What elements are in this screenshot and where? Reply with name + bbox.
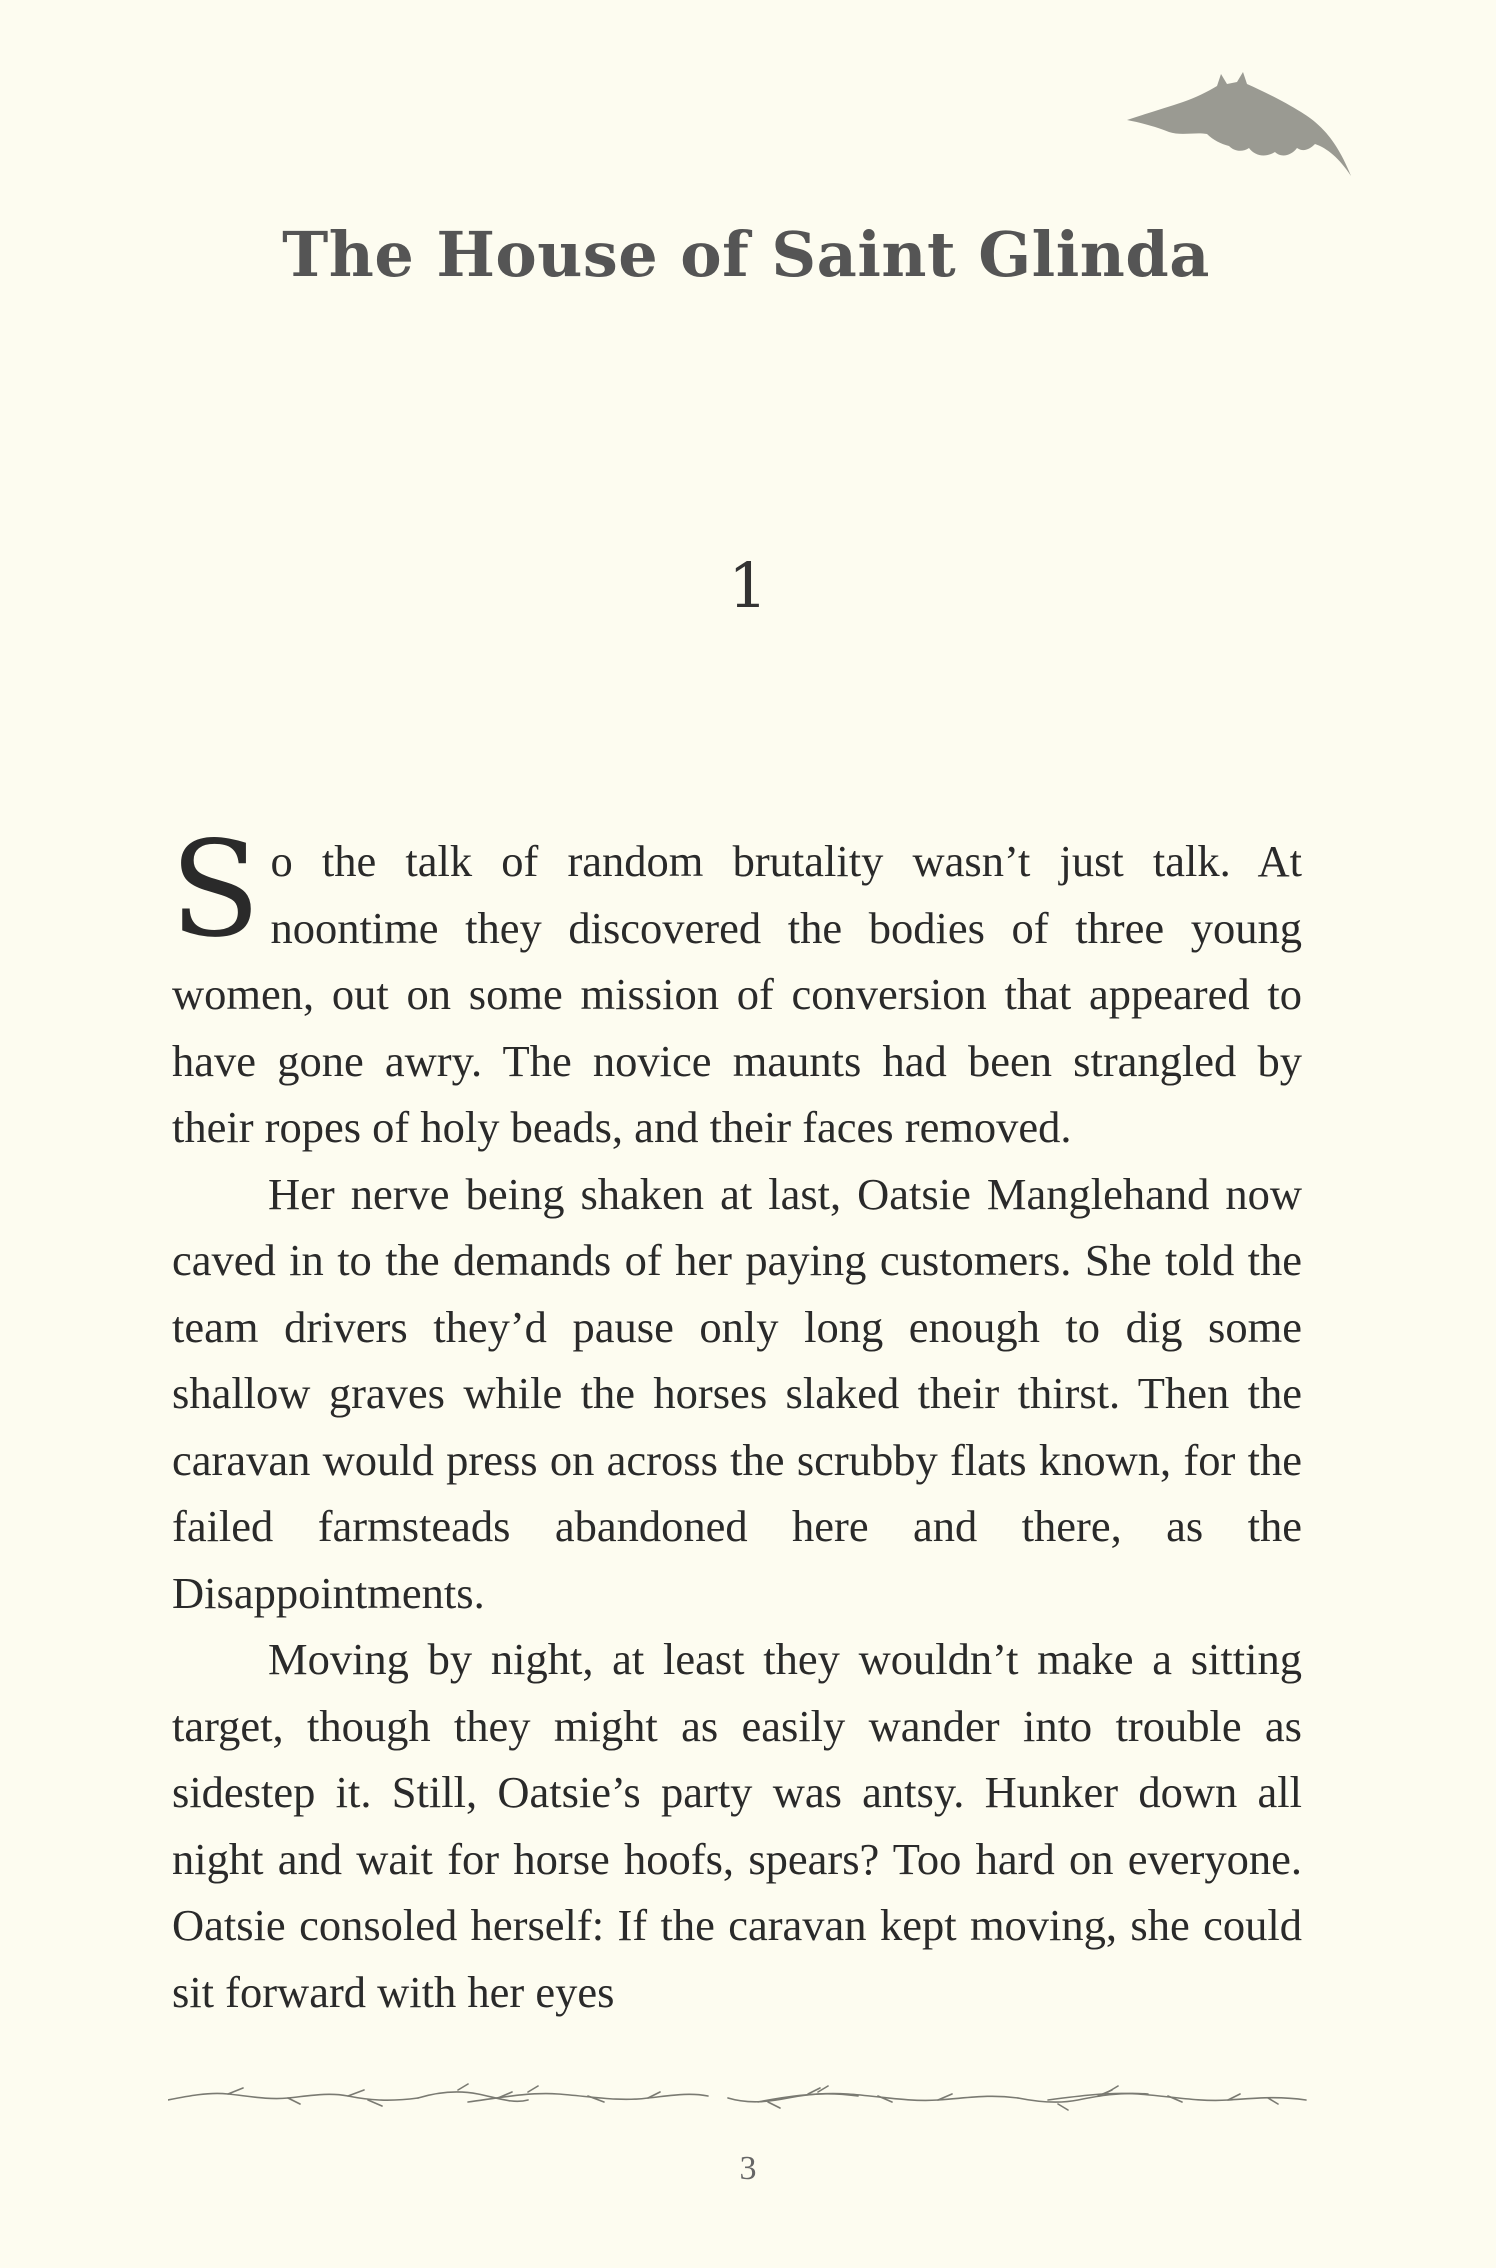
bat-icon (1125, 72, 1355, 192)
chapter-number: 1 (728, 549, 768, 622)
drop-cap: S (170, 813, 261, 967)
paragraph-1 (170, 813, 1302, 1161)
paragraph-3: Moving by night, at least they wouldn’t make a sitting target, though they might as easily wander into trouble as sidestep it. Still, Oatsie’s party was antsy. Hunker down all night and wait for horse hoofs, spears? Too hard on everyone. Oatsie consoled herself: If the caravan kept moving, she could sit forward with her eyes (172, 1634, 1302, 2017)
chapter-title: The House of Saint Glinda (282, 218, 1210, 291)
branch-divider-icon (168, 2078, 1308, 2118)
paragraph-1-text: o the talk of random brutality wasn’t just talk. At noontime they discovered the bodies of three young women, out on some mission of conversion that appeared to have gone awry. The novice maunts had been strangled by their ropes of holy beads, and their faces removed. (172, 836, 1302, 1152)
body-text (170, 813, 1302, 2025)
page-number: 3 (739, 2150, 757, 2187)
paragraph-2: Her nerve being shaken at last, Oatsie Manglehand now caved in to the demands of her paying customers. She told the team drivers they’d pause only long enough to dig some shallow graves while the horses slaked their thirst. Then the caravan would press on across the scrubby flats known, for the failed farmsteads abandoned here and there, as the Disappointments. (172, 1168, 1302, 1618)
